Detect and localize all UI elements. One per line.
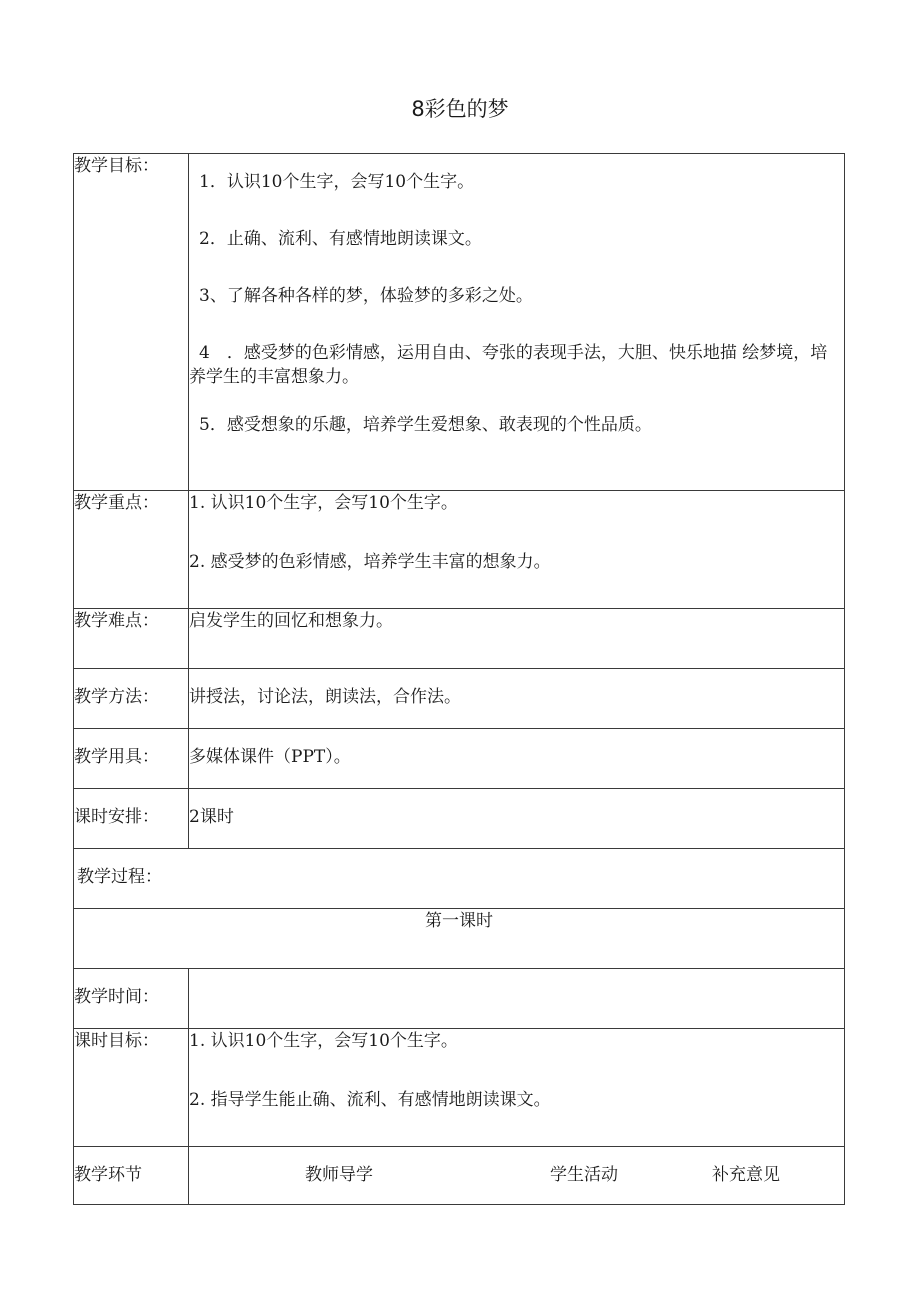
objectives-label: 教学目标： <box>74 154 189 491</box>
section-header-row <box>74 1147 845 1205</box>
lesson-title: 第一课时 <box>74 909 845 969</box>
tools-value: 多媒体课件（PPT）。 <box>189 729 845 789</box>
lesson-plan-table <box>73 153 845 1205</box>
objective-item: 2．止确、流利、有感情地朗读课文。 <box>199 229 482 249</box>
key-point-item: 2. 感受梦的色彩情感，培养学生丰富的想象力。 <box>189 552 551 572</box>
methods-label: 教学方法： <box>74 669 189 729</box>
difficulty-value: 启发学生的回忆和想象力。 <box>189 609 845 669</box>
key-points-content <box>189 491 845 609</box>
student-activity-header: 学生活动 <box>550 1165 618 1185</box>
tools-row <box>74 729 845 789</box>
objective-item: 4 ．感受梦的色彩情感，运用自由、夸张的表现手法，大胆、快乐地描 绘梦境，培养学生的丰富想象力。 <box>189 343 828 387</box>
objective-item: 3、了解各种各样的梦，体验梦的多彩之处。 <box>199 286 533 306</box>
methods-value: 讲授法，讨论法，朗读法，合作法。 <box>189 669 845 729</box>
process-row <box>74 849 845 909</box>
notes-header: 补充意见 <box>712 1165 780 1185</box>
schedule-label: 课时安排： <box>74 789 189 849</box>
schedule-value: 2课时 <box>189 789 845 849</box>
lesson-title-row <box>74 909 845 969</box>
key-point-item: 1. 认识10个生字，会写10个生字。 <box>189 493 458 513</box>
key-points-row <box>74 491 845 609</box>
time-label: 教学时间： <box>74 969 189 1029</box>
lesson-goal-item: 1. 认识10个生字，会写10个生字。 <box>189 1031 458 1051</box>
tools-label: 教学用具： <box>74 729 189 789</box>
objective-item: 5．感受想象的乐趣，培养学生爱想象、敢表现的个性品质。 <box>199 415 652 435</box>
stage-header: 教学环节 <box>74 1147 189 1205</box>
objectives-content <box>189 154 845 491</box>
lesson-goals-content <box>189 1029 845 1147</box>
page-title: 8彩色的梦 <box>411 97 509 121</box>
process-label: 教学过程： <box>74 849 845 909</box>
teacher-guide-header: 教师导学 <box>305 1165 373 1185</box>
lesson-goals-label: 课时目标： <box>74 1029 189 1147</box>
difficulty-row <box>74 609 845 669</box>
objectives-row <box>74 154 845 491</box>
objective-item: 1．认识10个生字，会写10个生字。 <box>199 172 475 192</box>
header-columns <box>189 1147 845 1205</box>
time-row <box>74 969 845 1029</box>
time-value <box>189 969 845 1029</box>
lesson-goal-item: 2. 指导学生能止确、流利、有感情地朗读课文。 <box>189 1090 551 1110</box>
difficulty-label: 教学难点： <box>74 609 189 669</box>
schedule-row <box>74 789 845 849</box>
key-points-label: 教学重点： <box>74 491 189 609</box>
lesson-goals-row <box>74 1029 845 1147</box>
methods-row <box>74 669 845 729</box>
